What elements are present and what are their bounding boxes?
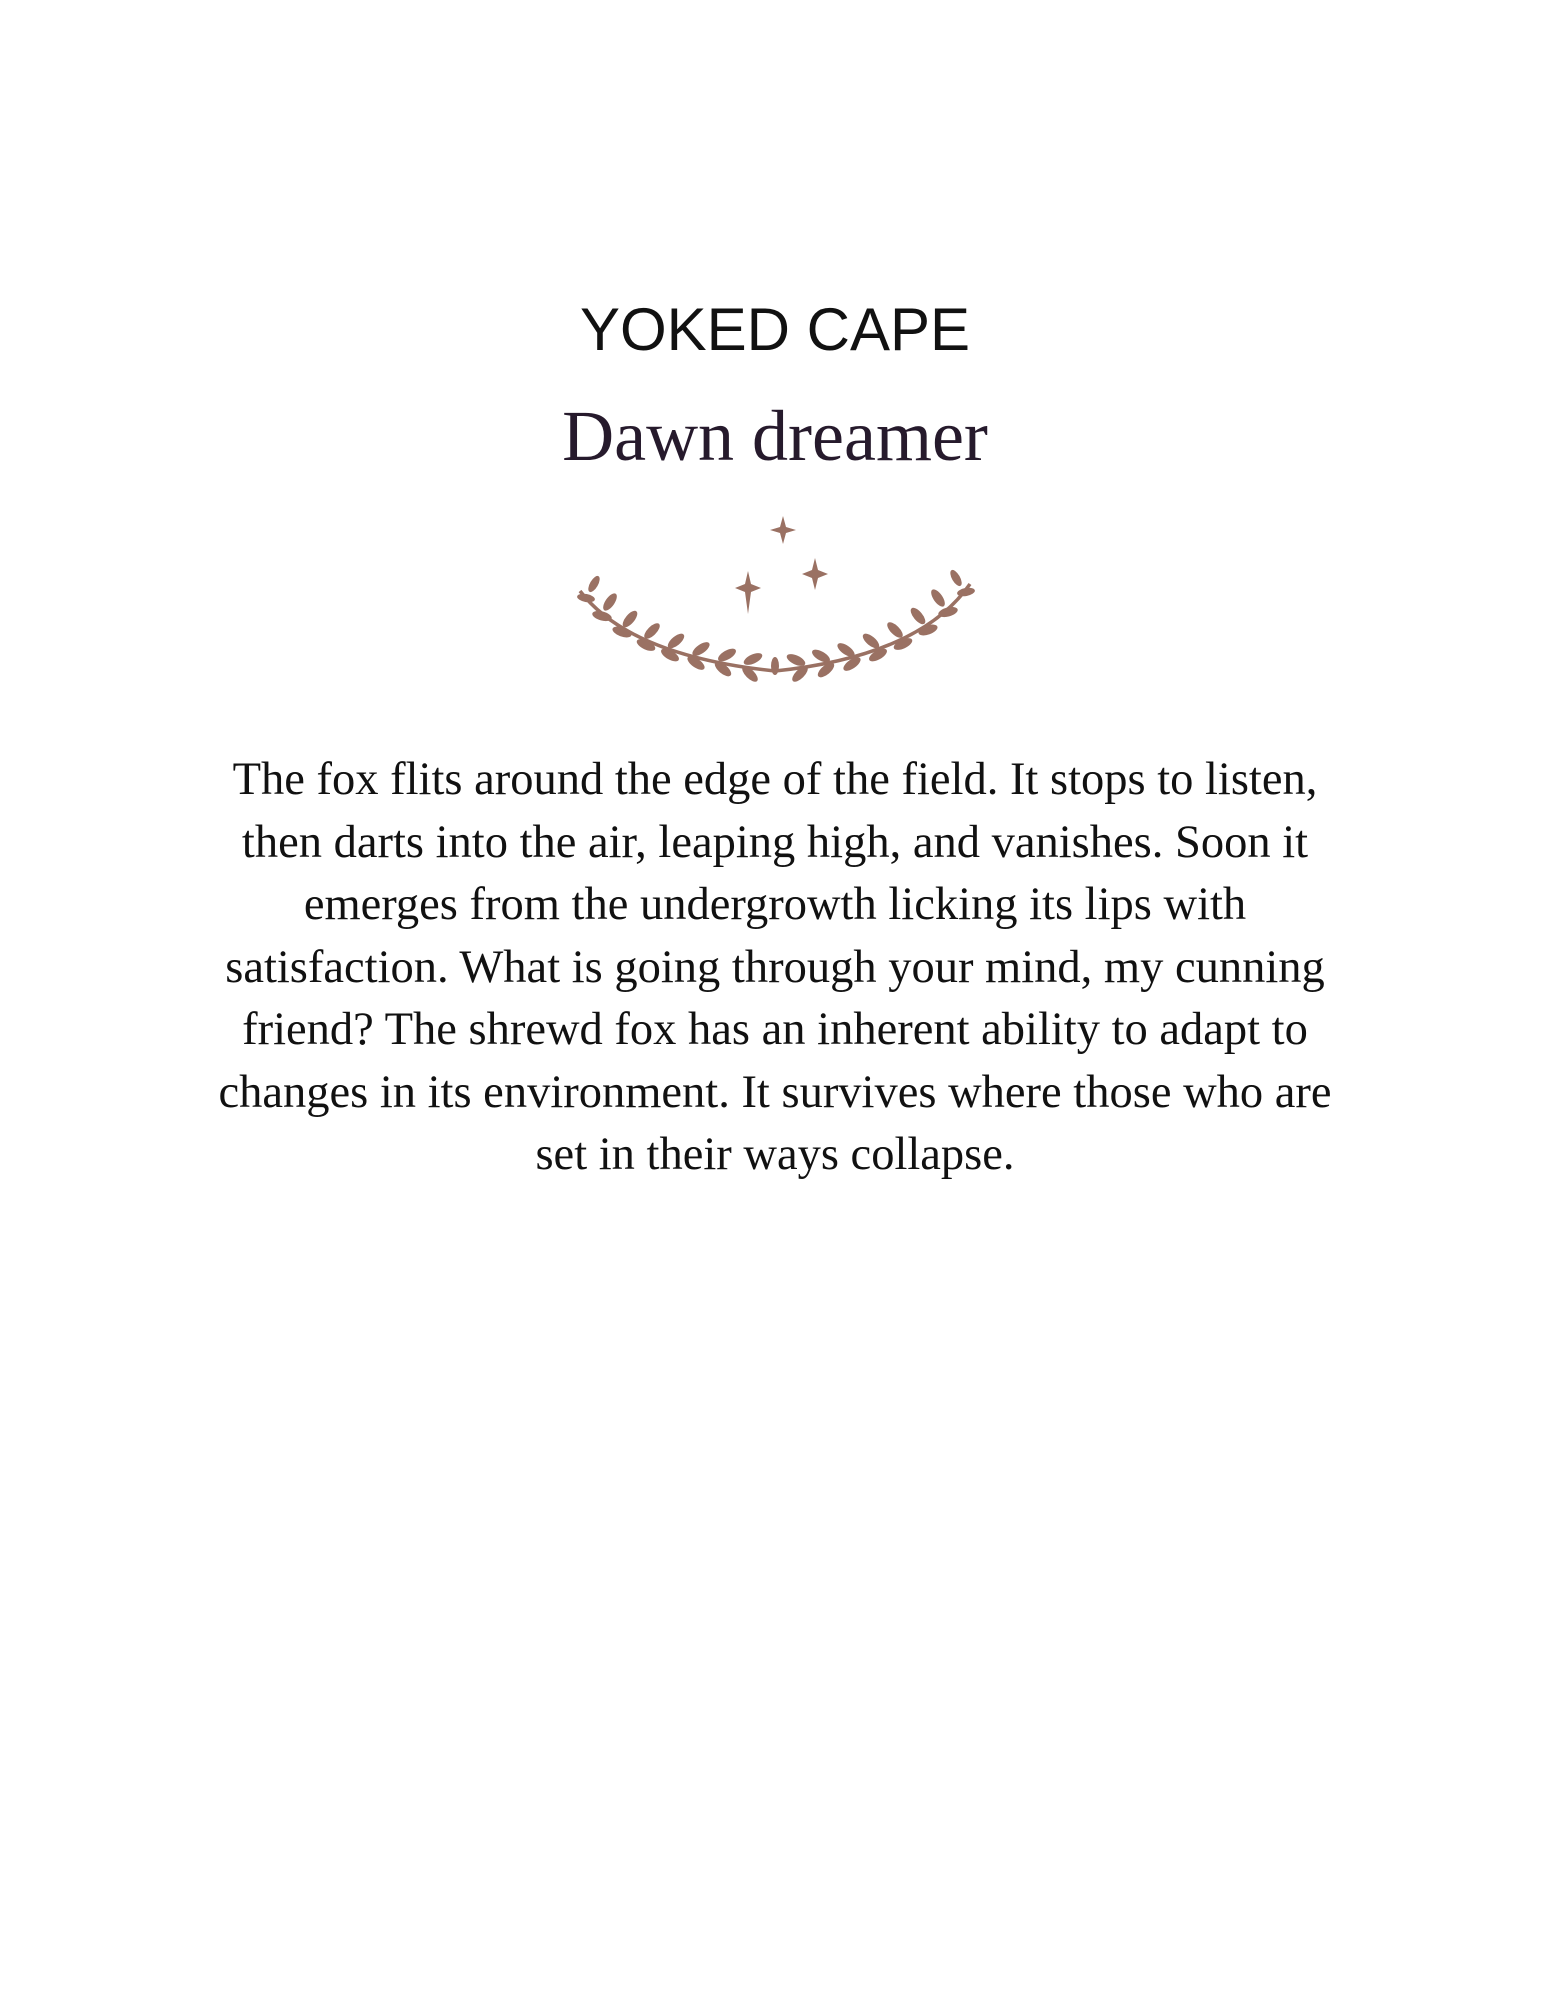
- body-paragraph: The fox flits around the edge of the field. It stops to listen, then darts into the air, leaping high, and vanishes. Soon it emerges from the undergrowth licking its lips with satisfaction. What is going through your mind, my cunning friend? The shrewd fox has an inherent ability to adapt to changes in its environment. It survives where those who are set in their ways collapse.: [218, 754, 1332, 1180]
- sparkle-icon: [735, 571, 761, 614]
- page-heading: YOKED CAPE: [579, 296, 971, 363]
- page-subtitle: Dawn dreamer: [562, 396, 988, 476]
- sparkle-icon: [770, 516, 796, 544]
- laurel-sparkle-icon: [570, 506, 980, 706]
- sparkle-icon: [802, 558, 828, 590]
